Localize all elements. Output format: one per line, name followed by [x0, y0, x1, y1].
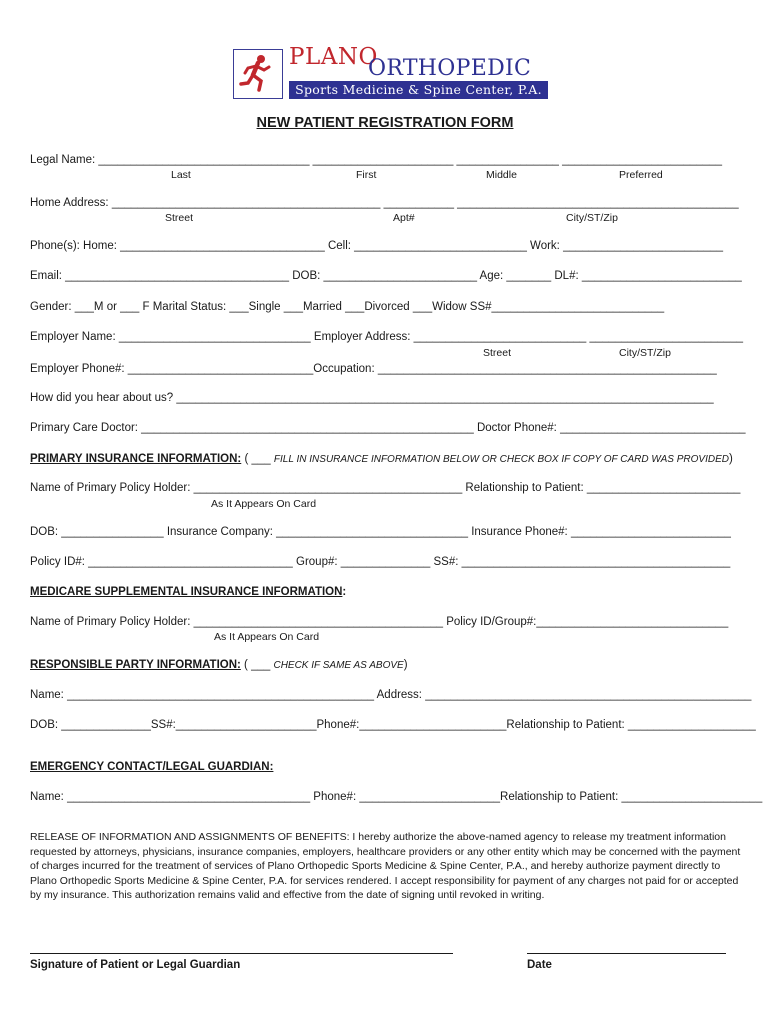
- home-address-street-label: Street: [165, 212, 194, 224]
- signature-label: Signature of Patient or Legal Guardian: [30, 959, 241, 971]
- emergency-contact-field[interactable]: Name: ______________________________________ Phone#: ______________________Relationship to Patient: ______________________: [30, 791, 763, 803]
- email-dob-field[interactable]: Email: ___________________________________ DOB: ________________________ Age: _______ DL#: _________________________: [30, 270, 742, 282]
- primary-holder-field[interactable]: Name of Primary Policy Holder: __________________________________________ Relationship to Patient: ________________________: [30, 482, 741, 494]
- emergency-contact-heading: EMERGENCY CONTACT/LEGAL GUARDIAN:: [30, 761, 274, 773]
- form-title: NEW PATIENT REGISTRATION FORM: [256, 115, 514, 131]
- responsible-party-note: CHECK IF SAME AS ABOVE: [273, 660, 404, 671]
- medicare-holder-field[interactable]: Name of Primary Policy Holder: _______________________________________ Policy ID/Group#:______________________________: [30, 616, 729, 628]
- medicare-title: MEDICARE SUPPLEMENTAL INSURANCE INFORMATION: [30, 586, 343, 598]
- primary-insurance-title: PRIMARY INSURANCE INFORMATION:: [30, 453, 242, 465]
- as-appears-label-2: As It Appears On Card: [214, 631, 320, 643]
- signature-line[interactable]: [30, 953, 453, 954]
- policy-id-field[interactable]: Policy ID#: ________________________________ Group#: ______________ SS#: __________________________________________: [30, 556, 731, 568]
- primary-insurance-heading: [30, 452, 733, 467]
- legal-name-preferred-label: Preferred: [619, 169, 663, 181]
- legal-name-first-label: First: [356, 169, 377, 181]
- employer-street-label: Street: [483, 347, 512, 359]
- responsible-party-title: RESPONSIBLE PARTY INFORMATION:: [30, 659, 241, 671]
- responsible-name-field[interactable]: Name: ________________________________________________ Address: ___________________________________________________: [30, 689, 752, 701]
- release-of-information: RELEASE OF INFORMATION AND ASSIGNMENTS OF BENEFITS: I hereby authorize the above-named agency to release my treatment information requested by attorneys, physicians, insurance companies, employers, healthcare providers or any other entity which may be concerned with the payment of charges incurred for the treatment of services of Plano Orthopedic Sports Medicine & Spine Center, P.A., and hereby authorize payment directly to Plano Orthopedic Sports Medicine & Spine Center, P.A. for services rendered. I accept responsibility for payment of any charges not paid for or accepted by my insurance. This authorization remains valid and effective from the date of signing until revoked in writing.: [30, 831, 741, 901]
- primary-insurance-checkbox[interactable]: ( ___: [241, 453, 271, 465]
- responsible-dob-field[interactable]: DOB: ______________SS#:______________________Phone#:_______________________Relationship to Patient: ____________________: [30, 719, 756, 731]
- responsible-party-note-close: ): [403, 659, 408, 671]
- employer-name-field[interactable]: Employer Name: ______________________________ Employer Address: ___________________________ ________________________: [30, 331, 743, 343]
- primary-insurance-note-close: ): [728, 453, 733, 465]
- date-line[interactable]: [527, 953, 726, 954]
- plano-orthopedic-logo: [233, 44, 548, 104]
- home-address-field[interactable]: Home Address: __________________________________________ ___________ ____________________________________________: [30, 197, 739, 209]
- primary-insurance-note: FILL IN INSURANCE INFORMATION BELOW OR CHECK BOX IF COPY OF CARD WAS PROVIDED: [273, 454, 729, 465]
- date-label: Date: [527, 959, 552, 971]
- home-address-apt-label: Apt#: [393, 212, 415, 224]
- legal-name-field[interactable]: Legal Name: _________________________________ ______________________ ________________ _________________________: [30, 154, 722, 166]
- logo-tagline: Sports Medicine & Spine Center, P.A.: [289, 81, 548, 99]
- employer-phone-field[interactable]: Employer Phone#: _____________________________Occupation: _____________________________________________________: [30, 363, 717, 375]
- primary-care-field[interactable]: Primary Care Doctor: ____________________________________________________ Doctor Phone#: _____________________________: [30, 422, 746, 434]
- referral-field[interactable]: How did you hear about us? ____________________________________________________________________________________: [30, 392, 714, 404]
- as-appears-label: As It Appears On Card: [211, 498, 317, 510]
- responsible-party-checkbox[interactable]: ( ___: [240, 659, 271, 671]
- medicare-heading: [30, 585, 346, 599]
- insurance-company-field[interactable]: DOB: ________________ Insurance Company: ______________________________ Insurance Phone#: _________________________: [30, 526, 731, 538]
- phones-field[interactable]: Phone(s): Home: ________________________________ Cell: ___________________________ Work: _________________________: [30, 240, 723, 252]
- logo-word-plano: PLANO: [289, 44, 378, 70]
- runner-icon: [233, 49, 283, 99]
- medicare-colon: :: [342, 586, 347, 598]
- employer-city-label: City/ST/Zip: [619, 347, 671, 359]
- home-address-city-label: City/ST/Zip: [566, 212, 618, 224]
- logo-word-orthopedic: ORTHOPEDIC: [368, 56, 532, 81]
- gender-marital-field[interactable]: Gender: ___M or ___ F Marital Status: ___Single ___Married ___Divorced ___Widow SS#___________________________: [30, 301, 665, 313]
- responsible-party-heading: [30, 658, 408, 673]
- legal-name-last-label: Last: [171, 169, 191, 181]
- legal-name-middle-label: Middle: [486, 169, 517, 181]
